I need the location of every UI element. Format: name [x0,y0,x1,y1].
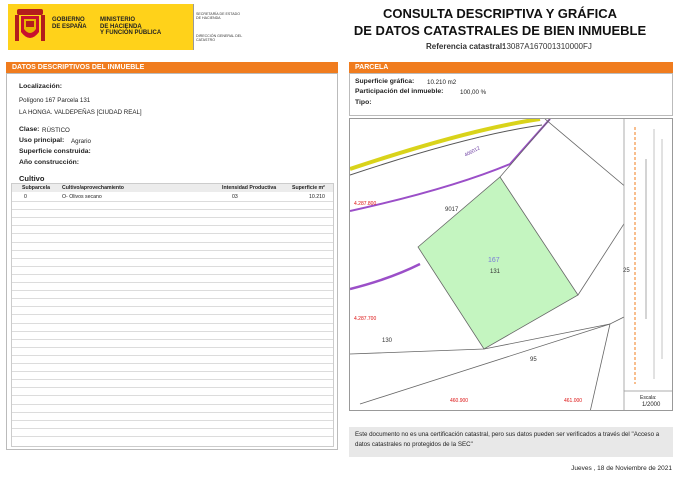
coord-y1: 4.287.800 [354,201,377,207]
table-row-line [12,347,333,348]
table-row-line [12,217,333,218]
uso-label: Uso principal: [19,137,65,144]
anio-construccion-label: Año construcción: [19,159,80,166]
table-row-line [12,274,333,275]
neighbor-130: 130 [382,338,393,344]
referencia-value: 13087A167001310000FJ [502,42,592,51]
parcela-bar: PARCELA [349,62,673,73]
col-superficie: Superficie m² [292,185,325,191]
table-row-line [12,371,333,372]
col-intensidad: Intensidad Productiva [222,185,277,191]
neighbor-95: 95 [530,357,537,363]
boundary-line [590,324,610,411]
table-row-line [12,306,333,307]
cadastral-map[interactable] [349,118,673,411]
participacion-label: Participación del inmueble: [355,88,444,95]
row0-intensidad: 03 [232,194,238,200]
table-row-line [12,428,333,429]
coat-of-arms-icon [14,8,46,46]
table-row-line [12,379,333,380]
superficie-construida-label: Superficie construida: [19,148,91,155]
coord-x1: 460.900 [450,398,469,404]
table-row-line [12,387,333,388]
table-row-line [12,233,333,234]
disclaimer-note: Este documento no es una certificación catastral, pero sus datos pueden ser verificados a través del "Acceso a datos catastrales no protegidos de la SEC" [349,427,673,457]
table-row-line [12,331,333,332]
page-title-line1: CONSULTA DESCRIPTIVA Y GRÁFICA [382,6,617,21]
table-row-line [12,250,333,251]
table-row-line [12,363,333,364]
table-row-line [12,209,333,210]
table-row-line [12,323,333,324]
map-drawing [350,119,673,411]
secretaria-label: SECRETARÍA DE ESTADO DE HACIENDA [196,12,240,21]
cultivo-title: Cultivo [19,174,45,183]
table-row-line [12,290,333,291]
escala-value: 1/2000 [642,402,661,408]
table-row-line [12,420,333,421]
table-row-line [12,355,333,356]
localizacion-label: Localización: [19,83,63,90]
parcel-id: 131 [490,269,501,275]
table-row-line [12,339,333,340]
row0-superficie: 10.210 [309,194,325,200]
direccion-label: DIRECCIÓN GENERAL DEL CATASTRO [196,34,243,43]
road-label: 406012 [463,145,482,159]
superficie-grafica-value: 10.210 m2 [427,79,457,86]
escala-label: Escala: [640,395,657,401]
tipo-label: Tipo: [355,99,372,106]
table-row-line [12,314,333,315]
secretaria-box [193,4,247,50]
uso-value: Agrario [71,138,91,145]
table-row-line [12,436,333,437]
neighbor-9017: 9017 [445,207,459,213]
neighbor-25: 25 [623,268,630,274]
table-row-line [12,404,333,405]
cultivo-table-header [12,184,333,192]
coord-x2: 461.000 [564,398,583,404]
table-row-line [12,395,333,396]
table-row-line [12,266,333,267]
clase-value: RÚSTICO [42,127,70,134]
table-row-line [12,201,333,202]
purple-boundary-lower [350,264,420,289]
road-edge-line [350,125,542,175]
document-date: Jueves , 18 de Noviembre de 2021 [571,465,672,472]
table-row-line [12,225,333,226]
col-cultivo: Cultivo/aprovechamiento [62,185,124,191]
table-row-line [12,258,333,259]
row0-cultivo: O- Olivos secano [62,194,102,200]
table-row-line [12,242,333,243]
scale-box [624,391,673,411]
page-title-line2: DE DATOS CATASTRALES DE BIEN INMUEBLE [353,23,647,38]
participacion-value: 100,00 % [460,89,487,96]
referencia-label: Referencia catastral: [426,42,505,51]
row0-subparcela: 0 [24,194,27,200]
coord-y2: 4.287.700 [354,316,377,322]
gobierno-espana-label: GOBIERNO DE ESPAÑA [52,17,87,30]
localizacion-line1: Polígono 167 Parcela 131 [19,97,91,104]
parcel-number: 167 [488,257,500,264]
localizacion-line2: LA HONGA. VALDEPEÑAS [CIUDAD REAL] [19,109,142,116]
clase-label: Clase: [19,126,40,133]
superficie-grafica-label: Superficie gráfica: [355,78,415,85]
table-row-line [12,412,333,413]
ministerio-label: MINISTERIO DE HACIENDA Y FUNCIÓN PÚBLICA [100,17,162,36]
col-subparcela: Subparcela [22,185,50,191]
table-row-line [12,298,333,299]
map-legend-strip [624,119,673,391]
table-row-line [12,282,333,283]
datos-descriptivos-bar: DATOS DESCRIPTIVOS DEL INMUEBLE [6,62,338,73]
